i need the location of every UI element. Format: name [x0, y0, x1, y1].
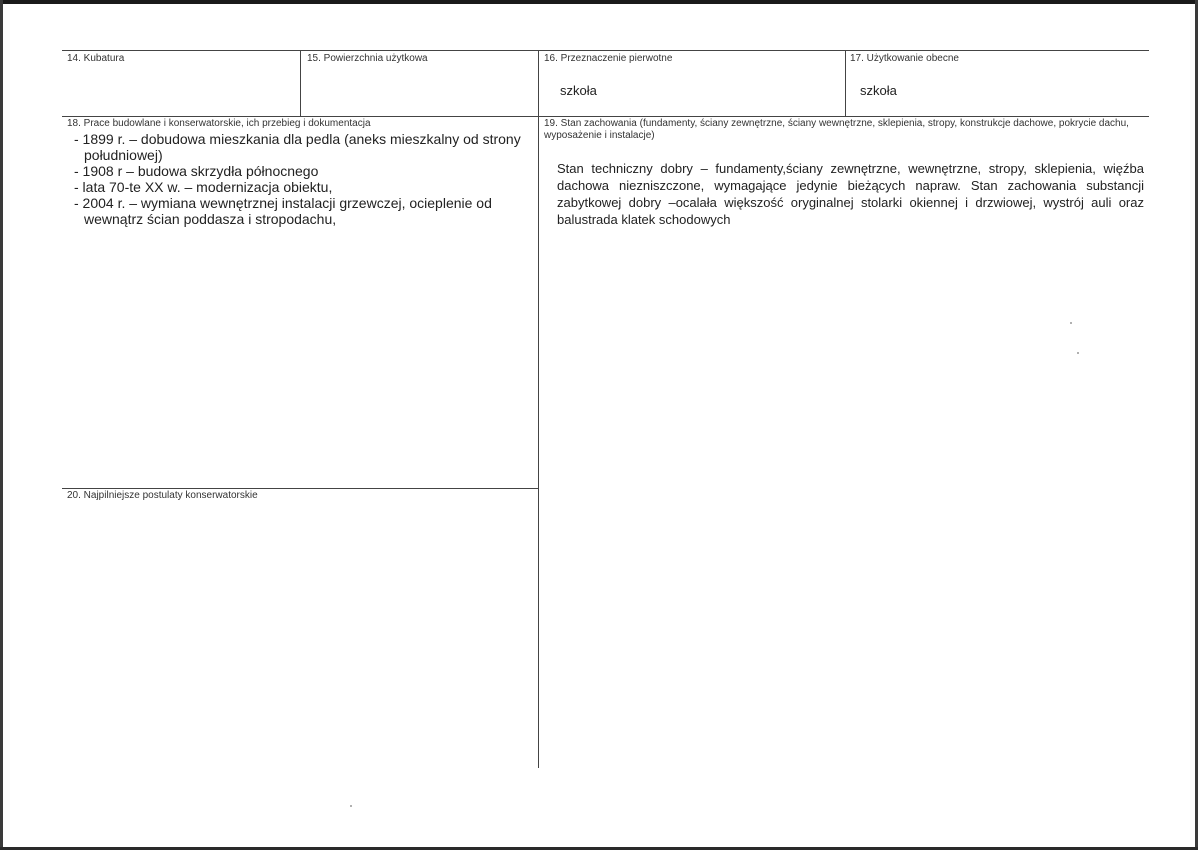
- scan-speck: [1070, 322, 1072, 324]
- scan-edge-left: [0, 0, 3, 850]
- field-14-label: 14. Kubatura: [67, 53, 125, 64]
- list-item: - 1899 r. – dobudowa mieszkania dla pedla (aneks mieszkalny od strony południowej): [74, 131, 521, 163]
- grid-line-row1-bottom: [62, 116, 1149, 117]
- field-20-label: 20. Najpilniejsze postulaty konserwatorskie: [67, 490, 258, 501]
- field-19-label: 19. Stan zachowania (fundamenty, ściany zewnętrzne, ściany wewnętrzne, sklepienia, stropy, konstrukcje dachowe, pokrycie dachu, wyposażenie i instalacje): [544, 118, 1129, 141]
- field-16-label: 16. Przeznaczenie pierwotne: [544, 53, 673, 64]
- field-17-label: 17. Użytkowanie obecne: [850, 53, 959, 64]
- scan-speck: [350, 805, 352, 807]
- grid-line-f18-bottom: [62, 488, 538, 489]
- grid-line-top: [62, 50, 1149, 51]
- scan-edge-top: [0, 0, 1198, 4]
- field-18-list: [72, 131, 532, 227]
- field-15-label: 15. Powierzchnia użytkowa: [307, 53, 428, 64]
- field-18-label: 18. Prace budowlane i konserwatorskie, ich przebieg i dokumentacja: [67, 118, 371, 129]
- list-item: - 2004 r. – wymiana wewnętrznej instalacji grzewczej, ocieplenie od wewnątrz ścian poddasza i stropodachu,: [74, 195, 492, 227]
- list-item: - 1908 r – budowa skrzydła północnego: [74, 163, 319, 179]
- field-17-value: szkoła: [860, 83, 897, 98]
- field-19-text: Stan techniczny dobry – fundamenty,ściany zewnętrzne, wewnętrzne, stropy, sklepienia, więźba dachowa niezniszczone, wymagające jedynie bieżących napraw. Stan zachowania substancji zabytkowej dobry –ocalała większość oryginalnej stolarki okiennej i drzwiowej, wystrój auli oraz balustrada klatek schodowych: [557, 161, 1144, 227]
- scan-speck: [1077, 352, 1079, 354]
- grid-line-v3: [845, 50, 846, 116]
- list-item: - lata 70-te XX w. – modernizacja obiektu,: [74, 179, 333, 195]
- grid-line-v1: [300, 50, 301, 116]
- grid-line-v-center: [538, 50, 539, 768]
- field-16-value: szkoła: [560, 83, 597, 98]
